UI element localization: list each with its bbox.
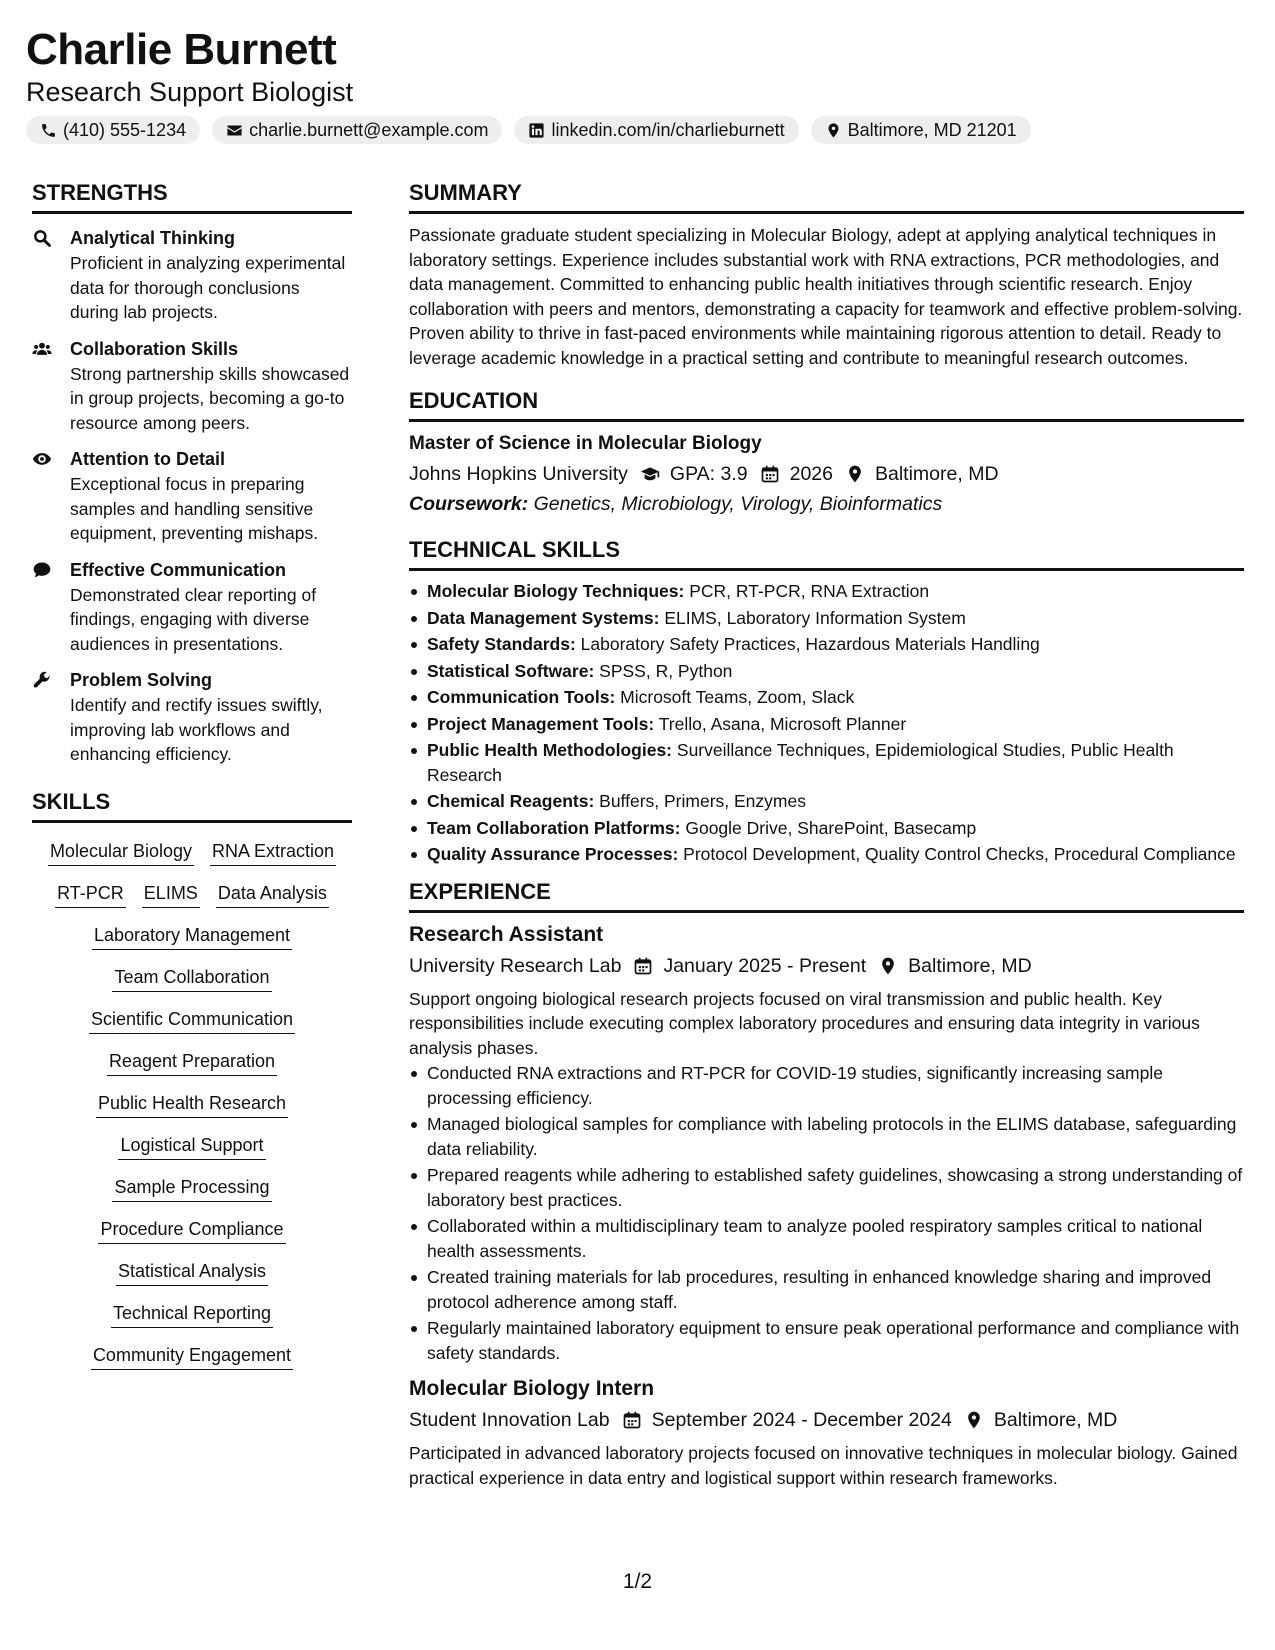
- envelope-icon: [226, 122, 243, 139]
- strength-desc: Exceptional focus in preparing samples and handling sensitive equipment, preventing mishaps.: [70, 474, 319, 543]
- tech-skill-label: Project Management Tools:: [427, 713, 655, 734]
- candidate-name: Charlie Burnett: [26, 25, 337, 74]
- map-pin-icon: [964, 1410, 984, 1430]
- education-meta: [409, 459, 1244, 489]
- graduation-cap-icon: [640, 464, 660, 484]
- list-item: [409, 712, 1244, 737]
- job-meta: [409, 951, 1244, 981]
- skill-tag: Statistical Analysis: [116, 1257, 268, 1286]
- right-column: [409, 178, 1244, 1490]
- education-location: Baltimore, MD: [875, 463, 999, 485]
- tech-skill-label: Molecular Biology Techniques:: [427, 581, 685, 601]
- tech-skill-value: Trello, Asana, Microsoft Planner: [658, 713, 907, 734]
- list-item: [409, 738, 1244, 787]
- job-description: Support ongoing biological research projects focused on viral transmission and public health. Key responsibilities include executing complex laboratory procedures and ensuring data integrity in various analysis phases.: [409, 988, 1200, 1058]
- strength-name: Effective Communication: [70, 559, 287, 580]
- list-item: [409, 606, 1244, 631]
- phone-icon: [40, 122, 57, 139]
- strength-name: Attention to Detail: [70, 449, 225, 469]
- skill-tag: Sample Processing: [112, 1173, 271, 1202]
- skill-tag: Technical Reporting: [111, 1299, 273, 1328]
- tech-skill-label: Data Management Systems:: [427, 607, 660, 628]
- users-icon: [32, 339, 52, 359]
- skill-tag: Public Health Research: [96, 1089, 288, 1118]
- tech-skill-label: Team Collaboration Platforms:: [427, 817, 681, 838]
- job-dates: January 2025 - Present: [663, 954, 867, 977]
- list-item: [409, 685, 1244, 710]
- job-org: University Research Lab: [409, 954, 622, 977]
- list-item: [409, 789, 1244, 814]
- job-title: Molecular Biology Intern: [409, 1377, 655, 1400]
- list-item: Prepared reagents while adhering to established safety guidelines, showcasing a strong understanding of laboratory best practices.: [409, 1163, 1244, 1212]
- tech-skill-value: Google Drive, SharePoint, Basecamp: [685, 817, 977, 838]
- job-dates: September 2024 - December 2024: [651, 1409, 952, 1431]
- strength-item: [32, 226, 352, 325]
- coursework-label: Coursework:: [409, 493, 529, 515]
- summary-heading: SUMMARY: [409, 178, 1244, 214]
- summary-text: Passionate graduate student specializing in Molecular Biology, adept at applying analytical techniques in laboratory settings. Experience includes substantial work with RNA extractions, PCR methodologies, and data management. Committed to enhancing public health initiatives through scientific research. Enjoy collaboration with peers and mentors, demonstrating a capacity for teamwork and effective problem-solving. Proven ability to thrive in fast-paced environments while maintaining rigorous attention to detail. Ready to leverage academic knowledge in a practical setting and contribute to meaningful research outcomes.: [409, 225, 1243, 368]
- list-item: Collaborated within a multidisciplinary team to analyze pooled respiratory samples critical to national health assessments.: [409, 1214, 1244, 1263]
- skill-tag: Data Analysis: [216, 879, 329, 908]
- strength-name: Problem Solving: [70, 670, 213, 690]
- list-item: Regularly maintained laboratory equipment to ensure peak operational performance and compliance with safety standards.: [409, 1316, 1244, 1365]
- experience-heading: EXPERIENCE: [409, 877, 1244, 913]
- education-heading: EDUCATION: [409, 386, 1244, 422]
- map-pin-icon: [845, 464, 865, 484]
- skill-tag: Molecular Biology: [48, 837, 194, 866]
- strength-item: [32, 337, 352, 436]
- skill-tag: Laboratory Management: [92, 921, 292, 950]
- phone-text: (410) 555-1234: [63, 119, 187, 140]
- tech-skill-label: Communication Tools:: [427, 687, 616, 707]
- education-school: Johns Hopkins University: [409, 463, 628, 485]
- education-degree: Master of Science in Molecular Biology: [409, 433, 762, 454]
- eye-icon: [32, 449, 52, 469]
- linkedin-icon: [528, 122, 545, 139]
- candidate-title: Research Support Biologist: [26, 77, 354, 107]
- tech-skill-value: Surveillance Techniques, Epidemiological Studies, Public Health Research: [427, 740, 1174, 785]
- job-location: Baltimore, MD: [908, 954, 1032, 977]
- left-column: [32, 178, 352, 1370]
- tech-skill-value: Laboratory Safety Practices, Hazardous Materials Handling: [580, 634, 1040, 654]
- strength-name: Analytical Thinking: [70, 228, 236, 248]
- calendar-icon: [633, 956, 653, 976]
- strength-item: [32, 668, 352, 767]
- skill-tag: Logistical Support: [118, 1131, 265, 1160]
- comment-icon: [32, 560, 52, 580]
- list-item: [409, 842, 1244, 867]
- tech-skill-label: Statistical Software:: [427, 660, 595, 681]
- contact-bar: [26, 116, 1246, 144]
- education-gpa: GPA: 3.9: [669, 463, 748, 485]
- linkedin-text: linkedin.com/in/charlieburnett: [551, 119, 785, 140]
- tech-skill-label: Public Health Methodologies:: [427, 740, 673, 760]
- technical-skills-heading: TECHNICAL SKILLS: [409, 535, 1244, 571]
- contact-linkedin[interactable]: [514, 116, 798, 144]
- strength-item: [32, 558, 352, 657]
- tech-skill-value: ELIMS, Laboratory Information System: [664, 607, 966, 628]
- job-title: Research Assistant: [409, 922, 604, 946]
- wrench-icon: [32, 670, 52, 690]
- tech-skill-value: Protocol Development, Quality Control Checks, Procedural Compliance: [683, 844, 1236, 864]
- skill-tag: Reagent Preparation: [107, 1047, 277, 1076]
- calendar-icon: [760, 464, 780, 484]
- strength-desc: Identify and rectify issues swiftly, improving lab workflows and enhancing efficiency.: [70, 695, 323, 764]
- skill-tag: ELIMS: [142, 879, 200, 908]
- contact-phone[interactable]: [26, 116, 200, 144]
- job-org: Student Innovation Lab: [409, 1409, 610, 1431]
- page-number: 1/2: [622, 1570, 653, 1593]
- tech-skill-value: PCR, RT-PCR, RNA Extraction: [689, 581, 930, 601]
- tech-skill-label: Chemical Reagents:: [427, 791, 595, 811]
- skill-tag: RNA Extraction: [210, 837, 336, 866]
- skill-tag: Scientific Communication: [89, 1005, 295, 1034]
- skill-tag: Community Engagement: [91, 1341, 293, 1370]
- skills-heading: SKILLS: [32, 787, 352, 823]
- skill-tag: Procedure Compliance: [98, 1215, 285, 1244]
- technical-skills-list: [409, 579, 1244, 867]
- strength-desc: Strong partnership skills showcased in group projects, becoming a go-to resource among peers.: [70, 363, 350, 433]
- strength-name: Collaboration Skills: [70, 338, 239, 359]
- job-description: Participated in advanced laboratory projects focused on innovative techniques in molecular biology. Gained practical experience in data entry and logistical support within research frameworks.: [409, 1443, 1238, 1488]
- tech-skill-value: Buffers, Primers, Enzymes: [599, 791, 806, 811]
- map-pin-icon: [878, 956, 898, 976]
- skill-tag: Team Collaboration: [112, 963, 271, 992]
- search-icon: [32, 228, 52, 248]
- contact-location[interactable]: [811, 116, 1031, 144]
- coursework-list: Genetics, Microbiology, Virology, Bioinformatics: [533, 493, 943, 515]
- strengths-heading: STRENGTHS: [32, 178, 352, 214]
- tech-skill-label: Safety Standards:: [427, 634, 576, 654]
- list-item: Managed biological samples for compliance with labeling protocols in the ELIMS database, safeguarding data reliability.: [409, 1112, 1244, 1161]
- education-coursework: [409, 489, 1244, 519]
- education-year: 2026: [789, 463, 833, 485]
- tech-skill-value: SPSS, R, Python: [599, 660, 733, 681]
- list-item: [409, 659, 1244, 684]
- strength-item: [32, 447, 352, 546]
- list-item: [409, 816, 1244, 841]
- map-pin-icon: [825, 122, 842, 139]
- list-item: Created training materials for lab procedures, resulting in enhanced knowledge sharing and improved protocol adherence among staff.: [409, 1265, 1244, 1314]
- list-item: [409, 579, 1244, 604]
- strength-desc: Proficient in analyzing experimental data for thorough conclusions during lab projects.: [70, 253, 346, 322]
- list-item: Conducted RNA extractions and RT-PCR for COVID-19 studies, significantly increasing sample processing efficiency.: [409, 1061, 1244, 1110]
- list-item: [409, 632, 1244, 657]
- skills-list: [32, 837, 352, 1370]
- location-text: Baltimore, MD 21201: [847, 119, 1017, 140]
- strength-desc: Demonstrated clear reporting of findings, engaging with diverse audiences in presentations.: [70, 584, 317, 654]
- tech-skill-label: Quality Assurance Processes:: [427, 844, 679, 864]
- job-bullets: [409, 1061, 1244, 1365]
- job-meta: [409, 1405, 1244, 1435]
- calendar-icon: [622, 1410, 642, 1430]
- email-text: charlie.burnett@example.com: [249, 119, 489, 140]
- resume-header: [26, 24, 1246, 144]
- job-location: Baltimore, MD: [993, 1409, 1118, 1431]
- skill-tag: RT-PCR: [55, 879, 126, 908]
- tech-skill-value: Microsoft Teams, Zoom, Slack: [620, 687, 855, 707]
- contact-email[interactable]: [212, 116, 502, 144]
